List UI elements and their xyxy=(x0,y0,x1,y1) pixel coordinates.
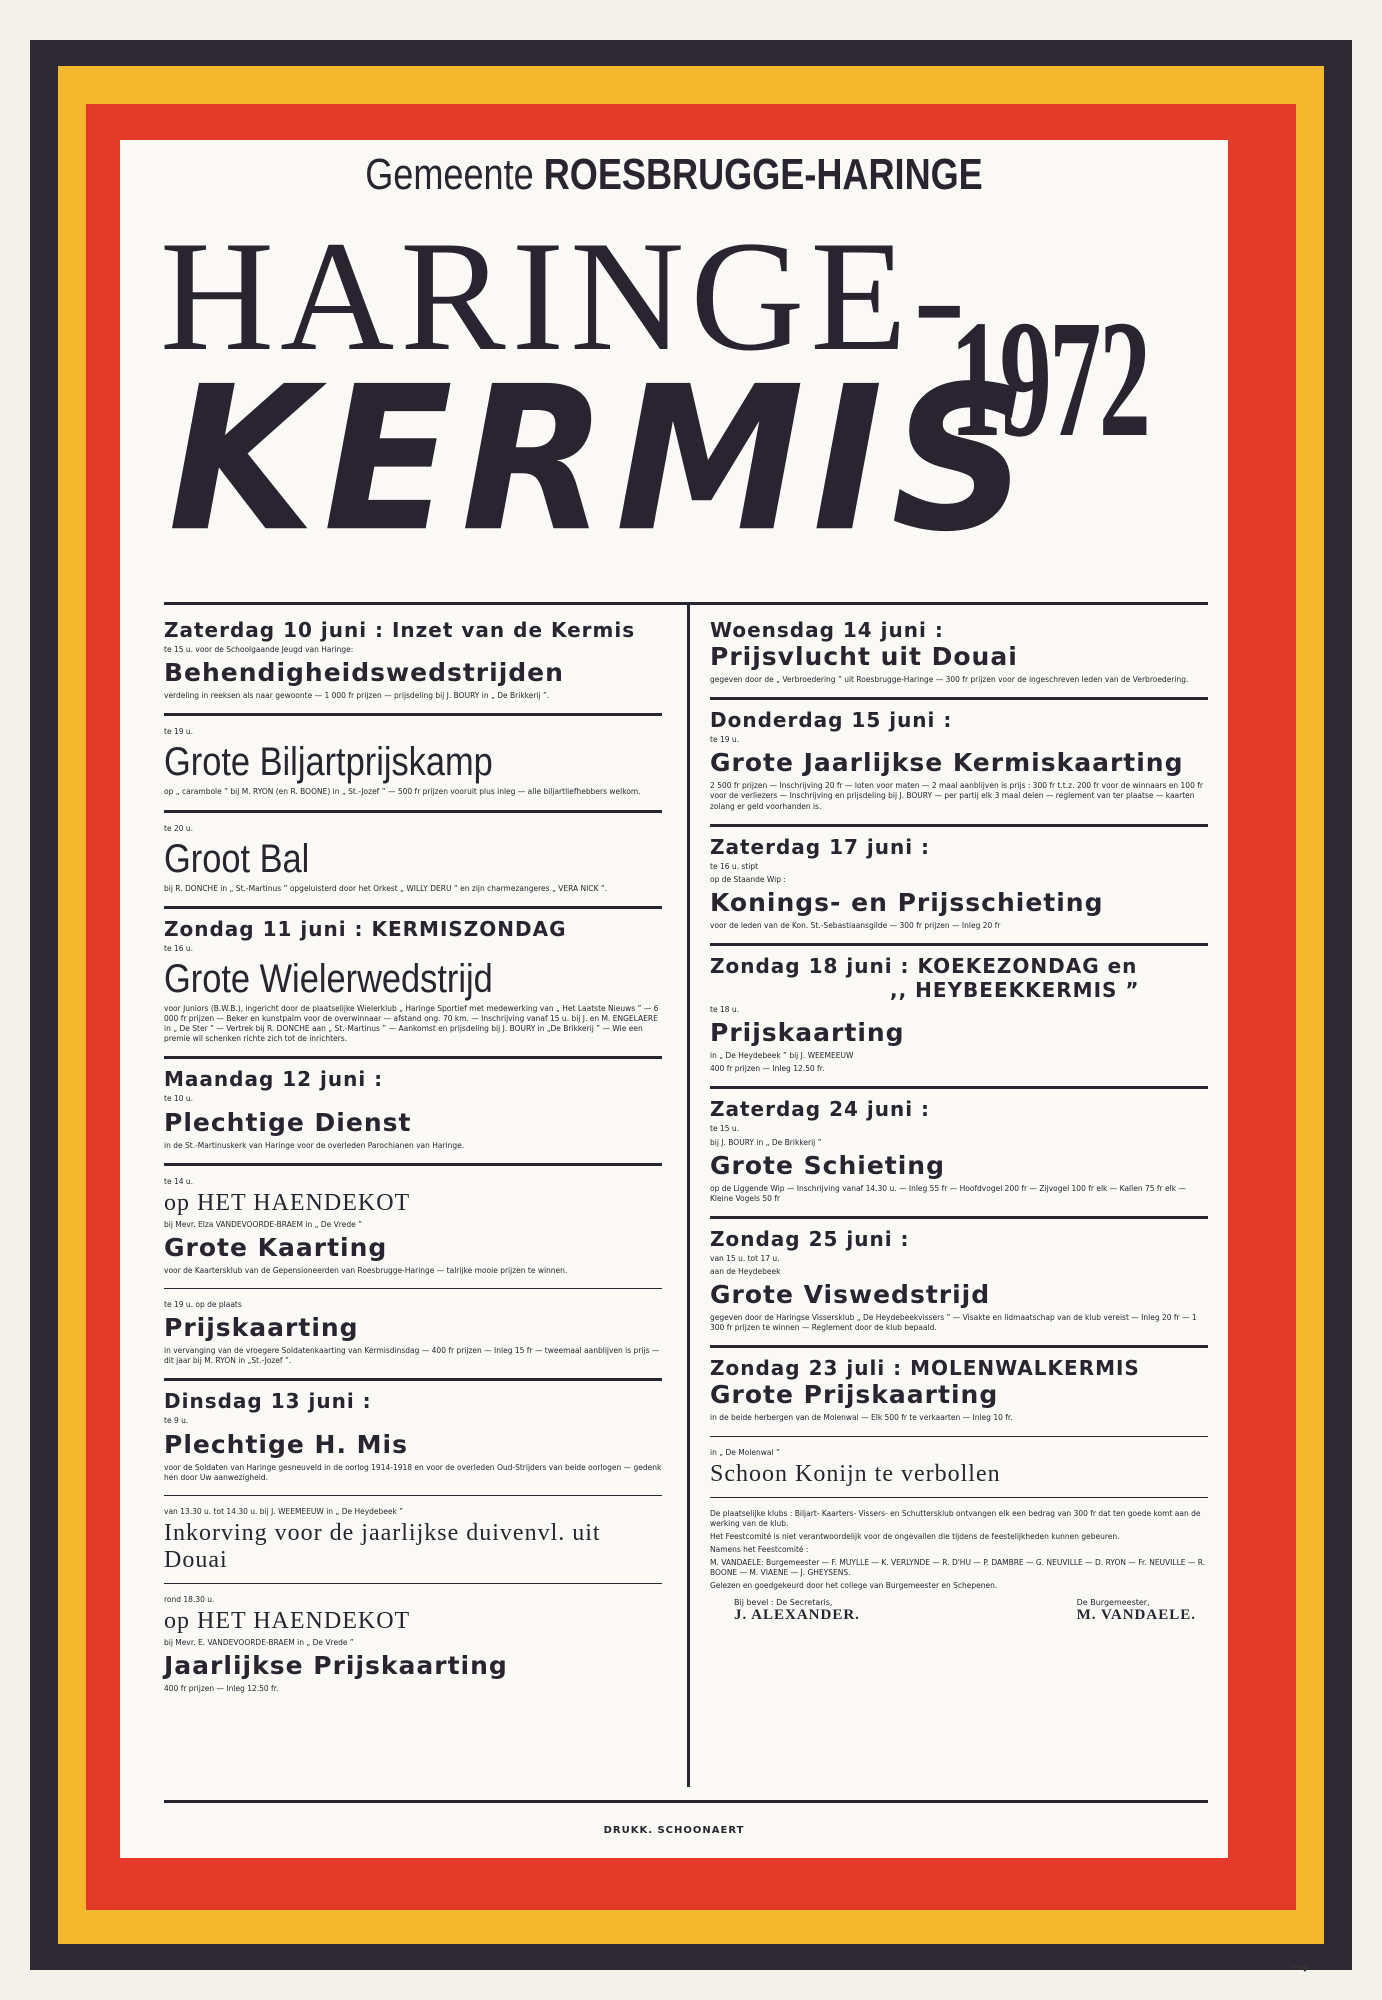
event-day: Zondag 11 juni : KERMISZONDAG xyxy=(164,916,567,941)
event-time: van 13.30 u. tot 14.30 u. bij J. WEEMEEUW in „ De Heydebeek ” xyxy=(164,1506,404,1516)
title-line1: HARINGE- xyxy=(160,209,972,384)
event-block xyxy=(164,1496,662,1584)
event-title: Grote Jaarlijkse Kermiskaarting xyxy=(710,748,1184,778)
event-day: Zondag 23 juli : MOLENWALKERMIS xyxy=(710,1356,1140,1381)
event-venue: op HET HAENDEKOT xyxy=(164,1608,411,1634)
event-block xyxy=(164,1381,662,1495)
event-title: Grote Prijskaarting xyxy=(710,1380,999,1410)
event-time: te 18 u. xyxy=(710,1005,740,1014)
footer-clubs: De plaatselijke klubs : Biljart- Kaarters- Vissers- en Schuttersklub ontvangen elk een bedrag van 300 fr dat ten goede komt aan de werking van de klub. xyxy=(710,1508,1201,1528)
event-details: voor de Kaartersklub van de Gepensioneerden van Roesbrugge-Haringe — talrijke mooie prijzen te winnen. xyxy=(164,1265,568,1275)
event-day: Zondag 25 juni : xyxy=(710,1226,910,1251)
event-title: Schoon Konijn te verbollen xyxy=(710,1460,1001,1487)
event-block xyxy=(164,1059,662,1165)
event-block xyxy=(710,1348,1208,1436)
event-time: te 14 u. xyxy=(164,1176,194,1186)
event-title: Grote Kaarting xyxy=(164,1232,388,1262)
arrow-icon: ⇝ xyxy=(1291,1955,1310,1980)
event-block xyxy=(164,610,662,716)
event-title: Grote Schieting xyxy=(710,1150,945,1180)
event-block xyxy=(164,1166,662,1289)
column-divider xyxy=(687,605,690,1787)
event-details: op de Liggende Wip — Inschrijving vanaf 14.30 u. — Inleg 55 fr — Hoofdvogel 200 fr — Zijvogel 100 fr elk — Kallen 75 fr elk — Kleine Vogels 50 fr xyxy=(710,1183,1186,1203)
event-day: Zaterdag 10 juni : Inzet van de Kermis xyxy=(164,618,636,642)
mayor-signature xyxy=(1077,1598,1208,1624)
event-title: Groot Bal xyxy=(164,836,310,881)
event-block xyxy=(164,1584,662,1706)
top-rule xyxy=(164,602,1208,605)
event-time: te 10 u. xyxy=(164,1094,194,1104)
event-title: Grote Biljartprijskamp xyxy=(164,740,493,785)
event-block xyxy=(710,946,1208,1089)
event-time: te 19 u. xyxy=(710,735,740,745)
event-block xyxy=(710,827,1208,946)
event-title: Prijsvlucht uit Douai xyxy=(710,642,1018,671)
event-day: Donderdag 15 juni : xyxy=(710,708,953,733)
event-details: gegeven door de Haringse Vissersklub „ De Heydebeekvissers ” — Visakte en lidmaatschap van de klub vereist — Inleg 20 fr — 1 300 fr prijzen te winnen — Reglement door de klub bepaald. xyxy=(710,1313,1197,1333)
mayor-name: M. VANDAELE. xyxy=(1076,1606,1196,1623)
event-time: te 19 u. op de plaats xyxy=(164,1300,242,1309)
footer-notes xyxy=(710,1498,1208,1624)
secretary-signature xyxy=(710,1598,860,1624)
event-day: Zaterdag 17 juni : xyxy=(710,834,931,859)
event-block xyxy=(164,716,662,812)
event-time: te 9 u. xyxy=(164,1416,189,1426)
event-details: verdeling in reeksen als naar gewoonte — 1 000 fr prijzen — prijsdeling bij J. BOURY in „ De Brikkerij ”. xyxy=(164,691,550,701)
event-details: in vervanging van de vroegere Soldatenkaarting van Kermisdinsdag — 400 fr prijzen — Inleg 15 fr — tweemaal aanblijven is prijs — dit jaar bij M. RYON in „St.-Jozef ”. xyxy=(164,1346,660,1366)
event-time: in „ De Molenwal ” xyxy=(710,1447,780,1457)
title-line2: KERMIS xyxy=(168,343,1036,576)
event-title: Prijskaarting xyxy=(710,1018,905,1048)
event-title: Konings- en Prijsschieting xyxy=(710,887,1104,917)
municipality-prefix: Gemeente xyxy=(365,150,534,199)
secretary-label: Bij bevel : De Secretaris, xyxy=(734,1597,833,1607)
year: 1972 xyxy=(950,286,1149,472)
event-title: Inkorving voor de jaarlijkse duivenvl. uit Douai xyxy=(164,1519,601,1573)
municipality-heading xyxy=(220,150,1129,200)
event-venue: op HET HAENDEKOT xyxy=(164,1189,411,1216)
footer-liability: Het Feestcomité is niet verantwoordelijk voor de ongevallen die tijdens de feestelijkheden kunnen gebeuren. xyxy=(710,1531,1120,1541)
event-day: Zondag 18 juni : KOEKEZONDAG en xyxy=(710,954,1138,978)
event-title: Grote Viswedstrijd xyxy=(710,1280,991,1310)
event-block xyxy=(710,1219,1208,1349)
event-title: Prijskaarting xyxy=(164,1313,359,1343)
poster-body xyxy=(120,140,1228,1858)
secretary-name: J. ALEXANDER. xyxy=(734,1606,860,1623)
event-details: in „ De Heydebeek ” bij J. WEEMEEUW xyxy=(710,1051,854,1061)
footer-committee: M. VANDAELE: Burgemeester — F. MUYLLE — K. VERLYNDE — R. D'HU — P. DAMBRE — G. NEUVILLE — D. RYON — Fr. NEUVILLE — R. BOONE — M. VIAENE — J. GHEYSENS. xyxy=(710,1558,1206,1578)
event-time: te 15 u. xyxy=(710,1124,740,1134)
event-details: op „ carambole ” bij M. RYON (en R. BOONE) in „ St.-Jozef ” — 500 fr prijzen vooruit plus inleg — alle biljartliefhebbers welkom. xyxy=(164,787,641,797)
footer-approved: Gelezen en goedgekeurd door het college van Burgemeester en Schepenen. xyxy=(710,1581,998,1591)
event-block xyxy=(164,813,662,909)
event-title: Plechtige H. Mis xyxy=(164,1429,408,1459)
municipality-name: ROESBRUGGE-HARINGE xyxy=(543,150,983,199)
footer-committee-label: Namens het Feestcomité : xyxy=(710,1545,809,1554)
event-day-cont: ,, HEYBEEKKERMIS ” xyxy=(890,978,1140,1002)
event-details: voor de leden van de Kon. St.-Sebastiaansgilde — 300 fr prijzen — Inleg 20 fr xyxy=(710,920,1001,930)
event-day: Maandag 12 juni : xyxy=(164,1067,384,1092)
event-time: te 15 u. voor de Schoolgaande Jeugd van Haringe: xyxy=(164,645,354,654)
event-day: Dinsdag 13 juni : xyxy=(164,1389,372,1414)
event-block xyxy=(710,610,1208,700)
event-block xyxy=(164,1289,662,1381)
event-details: in de beide herbergen van de Molenwal — Elk 500 fr te verkaarten — Inleg 10 fr. xyxy=(710,1413,1013,1423)
event-details: 2 500 fr prijzen — Inschrijving 20 fr — loten voor maten — 2 maal aanblijven is prijs : 300 fr t.t.z. 200 fr voor de winnaars en 100 fr voor de verliezers — Inschrijving en prijsdeling bij J. BOURY — per partij elk 3 maal delen — reglement van ter plaatse — kaarten zolang er geld voorhanden is. xyxy=(710,781,1203,811)
event-details: in de St.-Martinuskerk van Haringe voor de overleden Parochianen van Haringe. xyxy=(164,1140,465,1150)
event-details: 400 fr prijzen — Inleg 12.50 fr. xyxy=(710,1064,825,1074)
event-time: te 20 u. xyxy=(164,823,194,833)
event-day: Woensdag 14 juni : xyxy=(710,618,944,642)
event-day: Zaterdag 24 juni : xyxy=(710,1097,931,1122)
event-details: bij R. DONCHE in „ St.-Martinus ” opgeluisterd door het Orkest „ WILLY DERU ” en zijn charmezangeres „ VERA NICK ”. xyxy=(164,883,608,893)
event-location: bij Mevr. E. VANDEVOORDE-BRAEM in „ De Vrede ” xyxy=(164,1638,354,1647)
signatures xyxy=(710,1598,1208,1624)
right-column xyxy=(710,610,1208,1624)
event-time: te 16 u. stipt xyxy=(710,861,759,871)
event-details: voor Juniors (B.W.B.), ingericht door de plaatselijke Wielerklub „ Haringe Sportief met medewerking van „ Het Laatste Nieuws ” — 6 000 fr prijzen — Beker en kunstpalm voor de overwinnaar — afstand ong. 70 km. — Inschrijving vanaf 15 u. bij J. en M. ENGELAERE in „ De Ster ” — Vertrek bij R. DONCHE aan „ St.-Martinus ” — Aankomst en prijsdeling bij J. BOURY in „De Brikkerij ” — Wie een premie wil schenken richte zich tot de inrichters. xyxy=(164,1003,659,1044)
event-details: 400 fr prijzen — Inleg 12.50 fr. xyxy=(164,1684,279,1694)
mayor-label: De Burgemeester, xyxy=(1076,1597,1150,1607)
event-details: voor de Soldaten van Haringe gesneuveld in de oorlog 1914-1918 en voor de overleden Oud-Strijders van beide oorlogen — gedenk hen door Uw aanwezigheid. xyxy=(164,1462,662,1482)
event-location: bij Mevr. Elza VANDEVOORDE-BRAEM in „ De Vrede ” xyxy=(164,1219,362,1229)
event-block xyxy=(710,700,1208,827)
event-time: te 19 u. xyxy=(164,727,194,737)
event-location: aan de Heydebeek xyxy=(710,1267,781,1276)
event-location: bij J. BOURY in „ De Brikkerij ” xyxy=(710,1137,822,1147)
event-title: Behendigheidswedstrijden xyxy=(164,658,564,688)
bottom-rule xyxy=(164,1800,1208,1803)
event-time: rond 18.30 u. xyxy=(164,1594,215,1604)
event-location: op de Staande Wip : xyxy=(710,874,786,884)
printer-credit: DRUKK. SCHOONAERT xyxy=(603,1825,745,1836)
event-block xyxy=(164,909,662,1060)
event-title: Grote Wielerwedstrijd xyxy=(164,956,493,1001)
event-title: Plechtige Dienst xyxy=(164,1107,412,1137)
event-time: te 16 u. xyxy=(164,943,194,953)
event-block xyxy=(710,1089,1208,1219)
event-title: Jaarlijkse Prijskaarting xyxy=(164,1651,508,1681)
left-column xyxy=(164,610,662,1706)
event-details: gegeven door de „ Verbroedering ” uit Roesbrugge-Haringe — 300 fr prijzen voor de ingeschreven leden van de Verbroedering. xyxy=(710,675,1189,684)
event-block xyxy=(710,1437,1208,1498)
event-time: van 15 u. tot 17 u. xyxy=(710,1253,780,1263)
